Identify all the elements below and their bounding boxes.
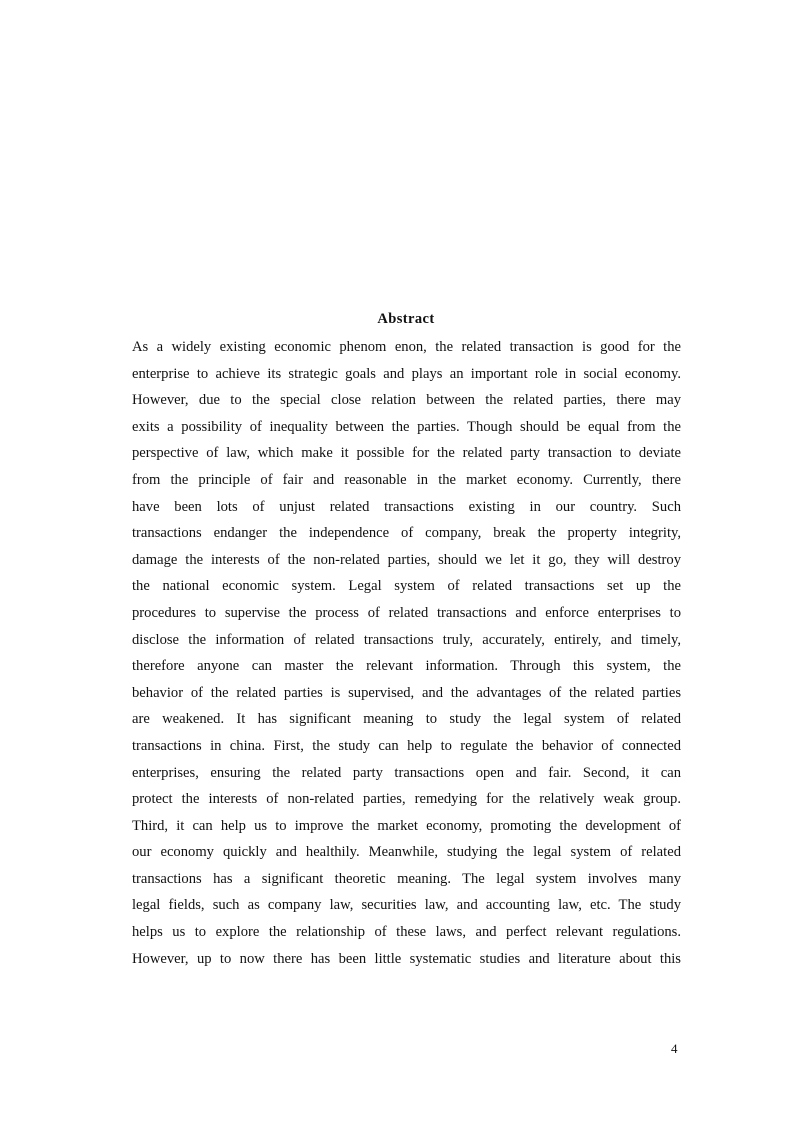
abstract-line: enterprise to achieve its strategic goals and plays an important role in social economy. bbox=[132, 365, 681, 382]
abstract-line: protect the interests of non-related parties, remedying for the relatively weak group. bbox=[132, 791, 681, 808]
abstract-line: helps us to explore the relationship of these laws, and perfect relevant regulations. bbox=[132, 924, 681, 941]
abstract-line: procedures to supervise the process of related transactions and enforce enterprises to bbox=[132, 604, 681, 621]
abstract-line: exits a possibility of inequality between the parties. Though should be equal from the bbox=[132, 418, 681, 435]
abstract-body bbox=[132, 334, 681, 972]
abstract-line: However, due to the special close relation between the related parties, there may bbox=[132, 392, 681, 409]
abstract-line: our economy quickly and healthily. Meanwhile, studying the legal system of related bbox=[132, 844, 681, 861]
abstract-line: have been lots of unjust related transactions existing in our country. Such bbox=[132, 498, 681, 515]
abstract-line: legal fields, such as company law, securities law, and accounting law, etc. The study bbox=[132, 897, 681, 914]
abstract-line: behavior of the related parties is supervised, and the advantages of the related parties bbox=[132, 684, 681, 701]
abstract-line: However, up to now there has been little systematic studies and literature about this bbox=[132, 950, 681, 967]
abstract-line: the national economic system. Legal system of related transactions set up the bbox=[132, 578, 681, 595]
abstract-line: enterprises, ensuring the related party transactions open and fair. Second, it can bbox=[132, 764, 681, 781]
page-number: 4 bbox=[671, 1041, 678, 1056]
abstract-title: Abstract bbox=[377, 311, 435, 327]
abstract-line: perspective of law, which make it possible for the related party transaction to deviate bbox=[132, 445, 681, 462]
abstract-line: As a widely existing economic phenom enon, the related transaction is good for the bbox=[132, 339, 681, 355]
abstract-line: Third, it can help us to improve the market economy, promoting the development of bbox=[132, 817, 681, 834]
abstract-line: disclose the information of related transactions truly, accurately, entirely, and timely, bbox=[132, 631, 681, 648]
abstract-line: transactions in china. First, the study can help to regulate the behavior of connected bbox=[132, 737, 681, 754]
abstract-line: damage the interests of the non-related parties, should we let it go, they will destroy bbox=[132, 551, 681, 568]
abstract-line: transactions endanger the independence of company, break the property integrity, bbox=[132, 525, 681, 542]
abstract-line: therefore anyone can master the relevant information. Through this system, the bbox=[132, 658, 681, 675]
abstract-line: are weakened. It has significant meaning to study the legal system of related bbox=[132, 711, 681, 728]
abstract-line: transactions has a significant theoretic meaning. The legal system involves many bbox=[132, 870, 681, 887]
abstract-line: from the principle of fair and reasonable in the market economy. Currently, there bbox=[132, 471, 681, 488]
